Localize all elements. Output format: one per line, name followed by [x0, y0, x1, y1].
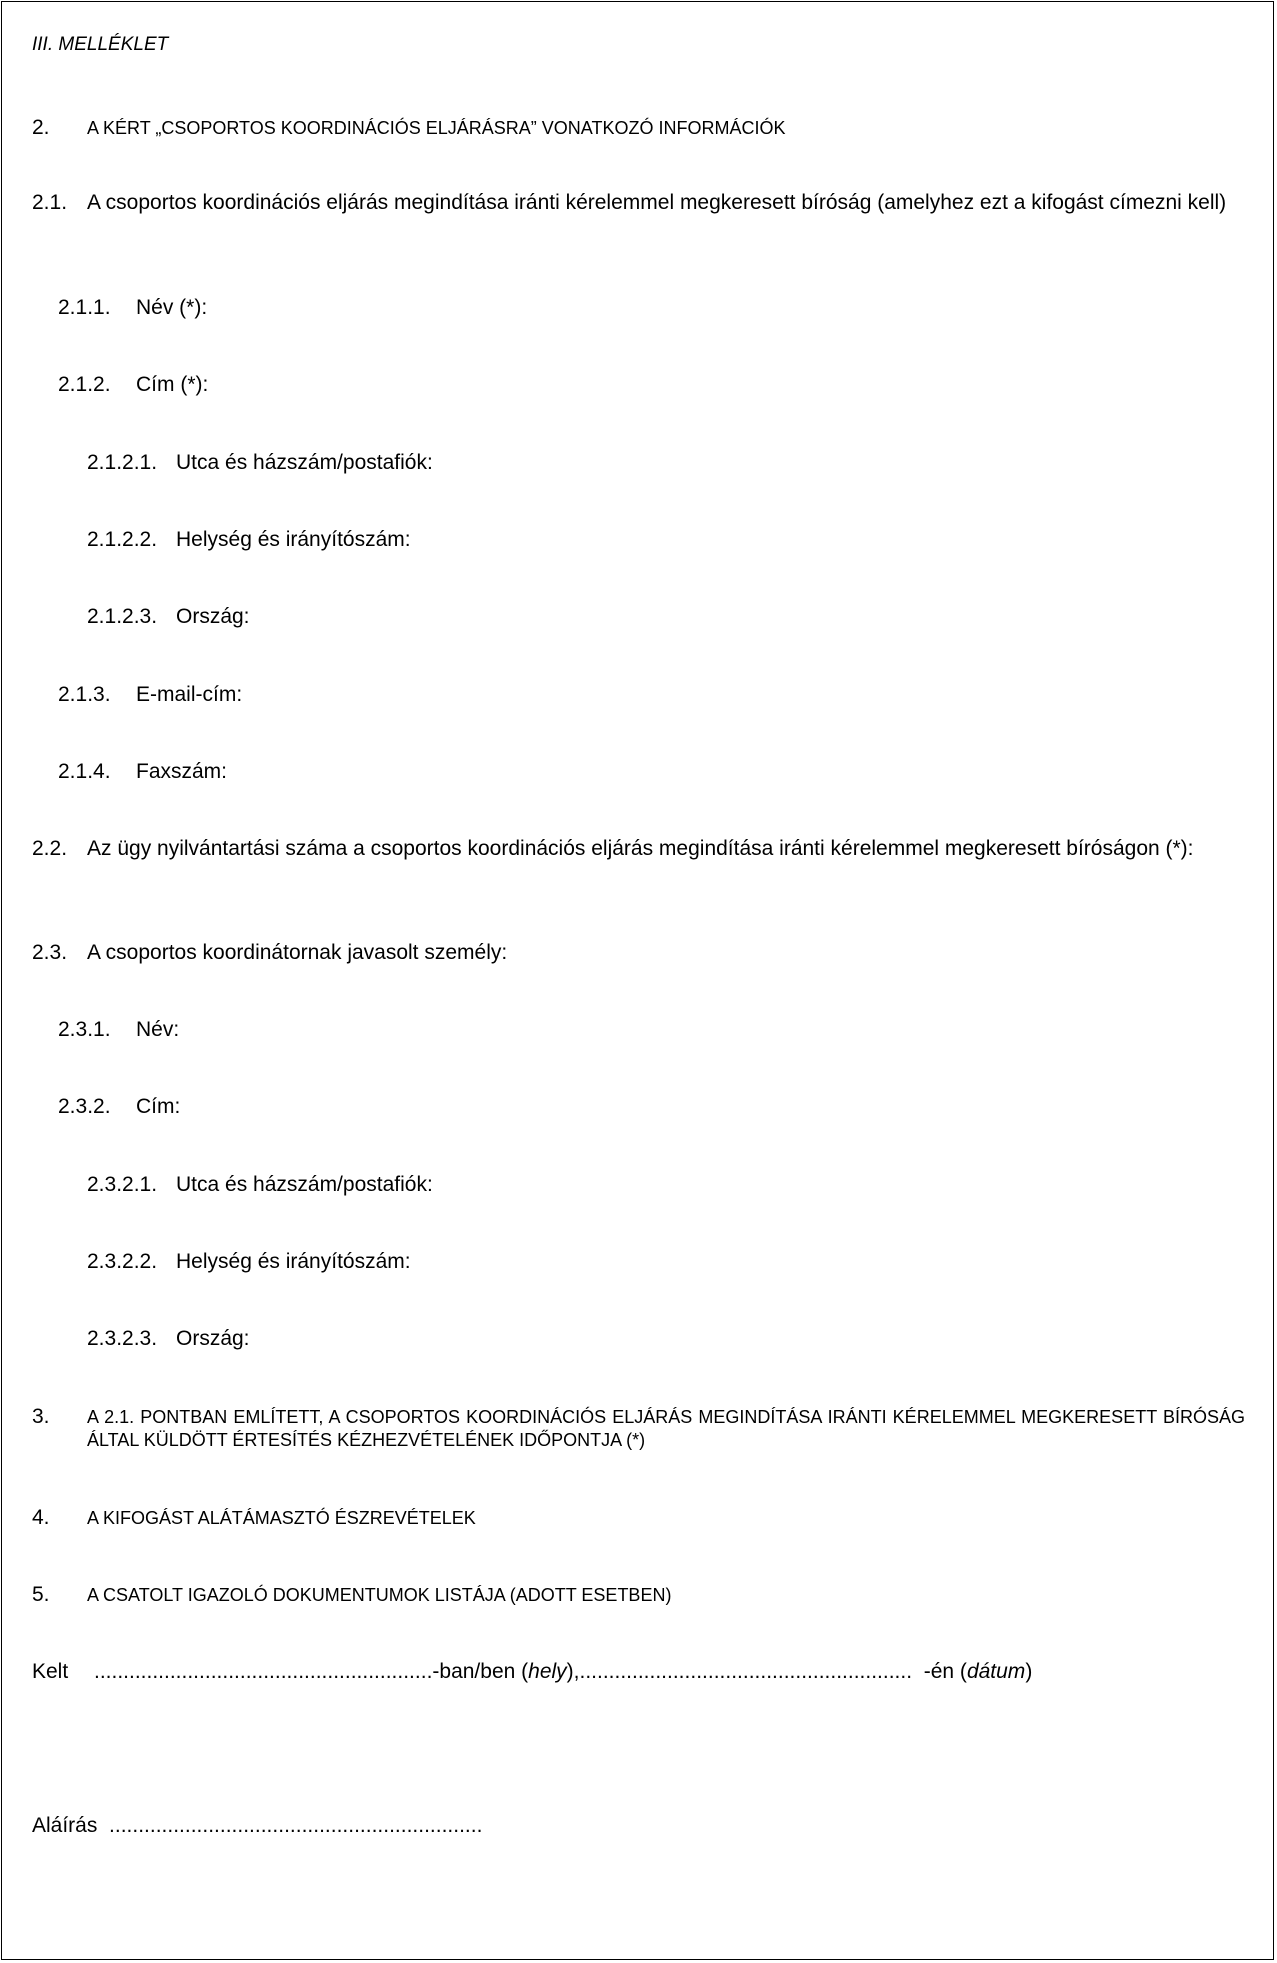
item-2-1-number: 2.1. [32, 191, 68, 214]
dated-line [94, 1659, 1032, 1684]
signature-label: Aláírás [32, 1814, 98, 1837]
item-2-1-2-1-label: Utca és házszám/postafiók: [176, 451, 433, 474]
section-2-title: A KÉRT „CSOPORTOS KOORDINÁCIÓS ELJÁRÁSRA” VONATKOZÓ INFORMÁCIÓK [87, 118, 786, 138]
dated-label: Kelt [32, 1660, 69, 1683]
date-suffix: -én ( [923, 1660, 967, 1683]
place-suffix: -ban/ben ( [432, 1660, 529, 1683]
section-2-number: 2. [32, 116, 50, 139]
item-2-3-2-3-label: Ország: [176, 1327, 250, 1350]
item-2-3-number: 2.3. [32, 941, 68, 964]
section-5-title: A CSATOLT IGAZOLÓ DOKUMENTUMOK LISTÁJA (ADOTT ESETBEN) [87, 1585, 672, 1605]
item-2-1-text: A csoportos koordinációs eljárás megindítása iránti kérelemmel megkeresett bíróság (amelyhez ezt a kifogást címezni kell) [87, 191, 1227, 214]
item-2-3-1-number: 2.3.1. [58, 1018, 111, 1041]
item-2-1-2-2-number: 2.1.2.2. [87, 528, 158, 551]
item-2-3-2-number: 2.3.2. [58, 1095, 111, 1118]
date-blank[interactable]: ......................................................... [579, 1660, 913, 1683]
item-2-3-2-1-number: 2.3.2.1. [87, 1173, 158, 1196]
place-blank[interactable]: .......................................................... [94, 1660, 433, 1683]
item-2-1-2-number: 2.1.2. [58, 373, 111, 396]
date-word: dátum [966, 1660, 1026, 1683]
item-2-3-1-label: Név: [136, 1018, 180, 1041]
item-2-3-2-label: Cím: [136, 1095, 181, 1118]
item-2-1-2-1-number: 2.1.2.1. [87, 451, 158, 474]
item-2-2-number: 2.2. [32, 837, 68, 860]
item-2-1-3-label: E-mail-cím: [136, 683, 243, 706]
item-2-3-2-1-label: Utca és házszám/postafiók: [176, 1173, 433, 1196]
item-2-1-4-label: Faxszám: [136, 760, 228, 783]
item-2-3-2-2-label: Helység és irányítószám: [176, 1250, 411, 1273]
section-4-number: 4. [32, 1506, 50, 1529]
item-2-2-text: Az ügy nyilvántartási száma a csoportos koordinációs eljárás megindítása iránti kérelemmel megkeresett bíróságon (*): [87, 837, 1194, 860]
place-suffix-end: ), [566, 1660, 580, 1683]
section-5-number: 5. [32, 1583, 50, 1606]
place-word: hely [528, 1660, 567, 1683]
item-2-3-2-3-number: 2.3.2.3. [87, 1327, 158, 1350]
item-2-3-2-2-number: 2.3.2.2. [87, 1250, 158, 1273]
item-2-1-1-label: Név (*): [136, 296, 208, 319]
item-2-3-text: A csoportos koordinátornak javasolt személy: [87, 941, 508, 964]
date-suffix-end: ) [1025, 1660, 1033, 1683]
item-2-1-1-number: 2.1.1. [58, 296, 111, 319]
item-2-1-2-3-label: Ország: [176, 605, 250, 628]
signature-line [32, 1813, 482, 1838]
item-2-1-2-2-label: Helység és irányítószám: [176, 528, 411, 551]
section-3-number: 3. [32, 1405, 50, 1428]
item-2-1-4-number: 2.1.4. [58, 760, 111, 783]
annex-title: III. MELLÉKLET [32, 34, 169, 55]
section-4-title: A KIFOGÁST ALÁTÁMASZTÓ ÉSZREVÉTELEK [87, 1508, 476, 1528]
signature-blank[interactable]: ................................................................ [109, 1814, 483, 1837]
section-3-title: A 2.1. PONTBAN EMLÍTETT, A CSOPORTOS KOORDINÁCIÓS ELJÁRÁS MEGINDÍTÁSA IRÁNTI KÉRELEMMEL MEGKERESETT BÍRÓSÁG ÁLTAL KÜLDÖTT ÉRTESÍTÉS KÉZHEZVÉTELÉNEK IDŐPONTJA (*) [87, 1407, 1245, 1450]
item-2-1-2-3-number: 2.1.2.3. [87, 605, 158, 628]
item-2-1-3-number: 2.1.3. [58, 683, 111, 706]
item-2-1-2-label: Cím (*): [136, 373, 209, 396]
